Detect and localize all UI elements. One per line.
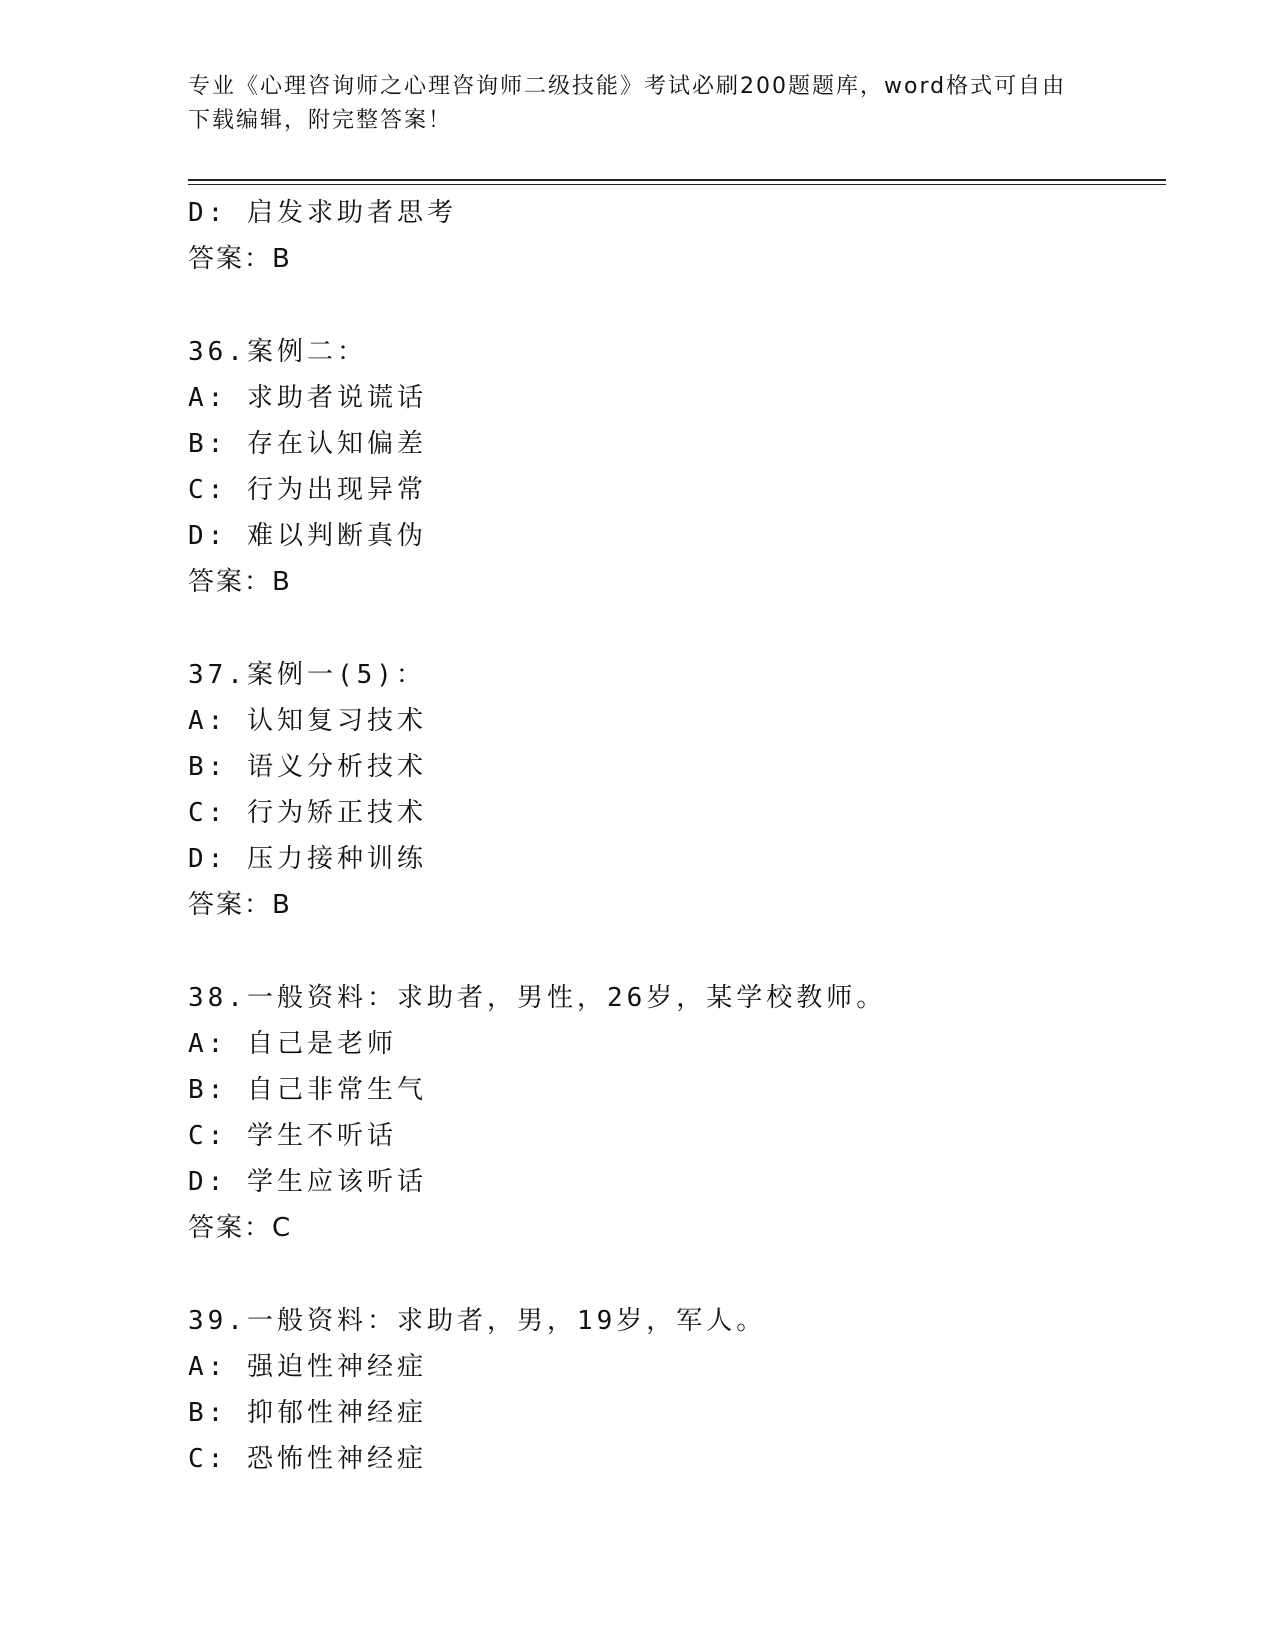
option-d: D: 难以判断真伪 [188, 521, 427, 551]
question-stem: 38.一般资料：求助者，男性，26岁，某学校教师。 [188, 983, 887, 1013]
answer: 答案：B [188, 244, 292, 274]
answer: 答案：B [188, 567, 292, 597]
option-d: D: 学生应该听话 [188, 1167, 427, 1197]
option-b: B: 自己非常生气 [188, 1075, 427, 1105]
option-c: C: 恐怖性神经症 [188, 1444, 427, 1474]
option-c: C: 学生不听话 [188, 1121, 397, 1151]
question-content [188, 190, 1168, 1482]
answer: 答案：C [188, 1213, 293, 1243]
document-header: 专业《心理咨询师之心理咨询师二级技能》考试必刷200题题库，word格式可自由下载编辑，附完整答案！ [188, 74, 1067, 133]
header-divider [188, 179, 1166, 185]
option-b: B: 语义分析技术 [188, 752, 427, 782]
option-d: D: 启发求助者思考 [188, 198, 457, 228]
option-a: A: 认知复习技术 [188, 706, 427, 736]
option-a: A: 求助者说谎话 [188, 383, 427, 413]
answer: 答案：B [188, 890, 292, 920]
option-b: B: 存在认知偏差 [188, 429, 427, 459]
option-c: C: 行为出现异常 [188, 475, 427, 505]
question-stem: 39.一般资料：求助者，男，19岁，军人。 [188, 1306, 767, 1336]
option-a: A: 强迫性神经症 [188, 1352, 427, 1382]
option-d: D: 压力接种训练 [188, 844, 427, 874]
option-a: A: 自己是老师 [188, 1029, 397, 1059]
option-b: B: 抑郁性神经症 [188, 1398, 427, 1428]
question-stem: 37.案例一(5)： [188, 660, 426, 690]
option-c: C: 行为矫正技术 [188, 798, 427, 828]
question-stem: 36.案例二： [188, 337, 367, 367]
